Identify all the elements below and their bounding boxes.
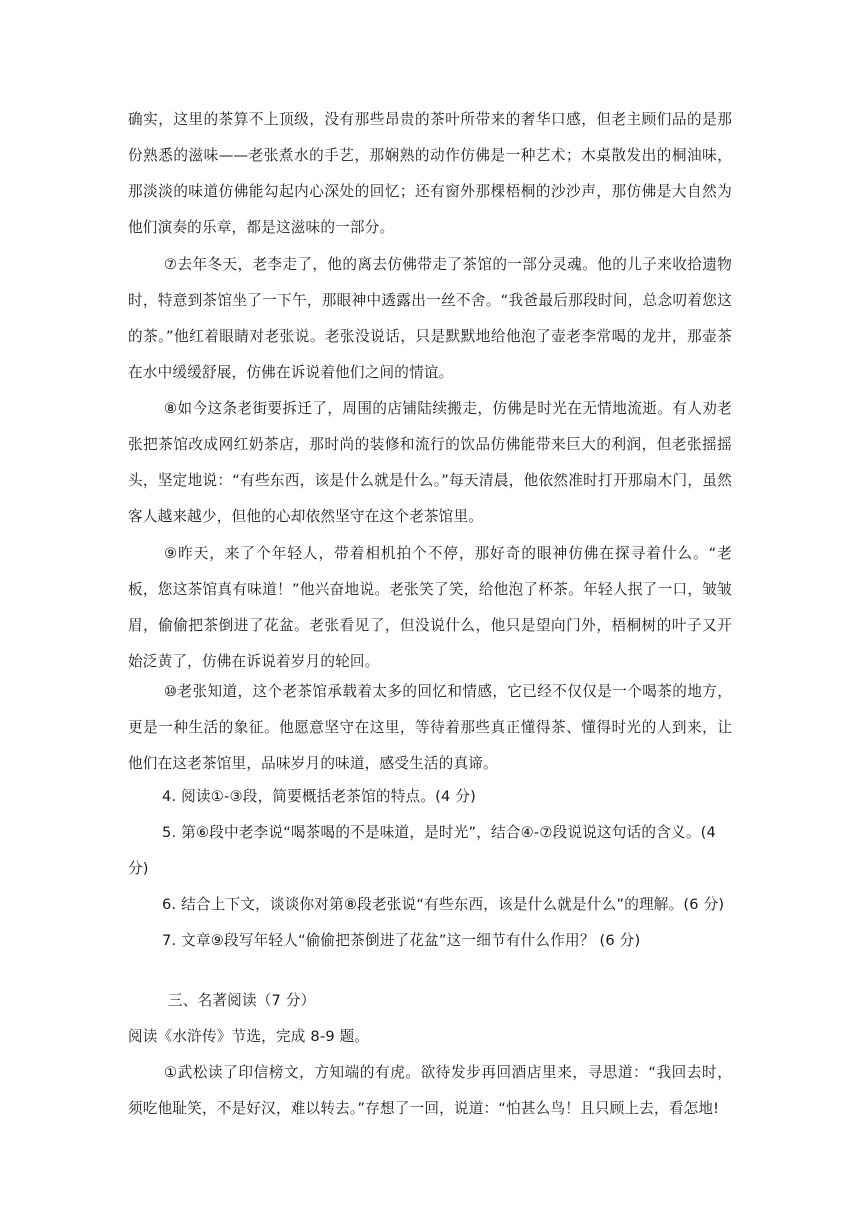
passage-paragraph-10-block — [128, 674, 732, 782]
questions-block — [128, 779, 732, 959]
passage-continuation-block — [128, 102, 732, 246]
passage-paragraph-9-block — [128, 536, 732, 680]
passage-paragraph-9: ⑨昨天，来了个年轻人，带着相机拍个不停，那好奇的眼神仿佛在探寻着什么。“老板，您这茶馆真有味道！”他兴奋地说。老张笑了笑，给他泡了杯茶。年轻人抿了一口，皱皱眉，偷偷把茶倒进了花盆。老张看见了，但没说什么，他只是望向门外，梧桐树的叶子又开始泛黄了，仿佛在诉说着岁月的轮回。 — [128, 545, 732, 670]
question-7: 7. 文章⑨段写年轻人“偷偷把茶倒进了花盆”这一细节有什么作用？ (6 分) — [162, 932, 641, 949]
passage-paragraph-7: ⑦去年冬天，老李走了，他的离去仿佛带走了茶馆的一部分灵魂。他的儿子来收拾遗物时，特意到茶馆坐了一下午，那眼神中透露出一丝不舍。“我爸最后那段时间，总念叨着您这的茶。”他红着眼睛对老张说。老张没说话，只是默默地给他泡了壶老李常喝的龙井，那壶茶在水中缓缓舒展，仿佛在诉说着他们之间的情谊。 — [128, 256, 732, 381]
passage-paragraph-8: ⑧如今这条老街要拆迁了，周围的店铺陆续搬走，仿佛是时光在无情地流逝。有人劝老张把茶馆改成网红奶茶店，那时尚的装修和流行的饮品仿佛能带来巨大的利润，但老张摇摇头，坚定地说：“有些东西，该是什么就是什么。”每天清晨，他依然准时打开那扇木门，虽然客人越来越少，但他的心却依然坚守在这个老茶馆里。 — [128, 400, 732, 525]
section-3-intro: 阅读《水浒传》节选，完成 8-9 题。 — [128, 1028, 370, 1045]
question-6: 6. 结合上下文，谈谈你对第⑧段老张说“有些东西，该是什么就是什么”的理解。(6 分) — [162, 896, 725, 913]
question-5: 5. 第⑥段中老李说“喝茶喝的不是味道，是时光”，结合④-⑦段说说这句话的含义。(4 分) — [128, 824, 716, 877]
passage-paragraph-continuation: 确实，这里的茶算不上顶级，没有那些昂贵的茶叶所带来的奢华口感，但老主顾们品的是那份熟悉的滋味——老张煮水的手艺，那娴熟的动作仿佛是一种艺术；木桌散发出的桐油味，那淡淡的味道仿佛能勾起内心深处的回忆；还有窗外那棵梧桐的沙沙声，那仿佛是大自然为他们演奏的乐章，都是这滋味的一部分。 — [128, 111, 732, 236]
passage-paragraph-8-block — [128, 391, 732, 535]
section-3-block — [128, 983, 732, 1127]
section-3-heading: 三、名著阅读（7 分） — [168, 992, 316, 1009]
section-3-paragraph-1: ①武松读了印信榜文，方知端的有虎。欲待发步再回酒店里来，寻思道：“我回去时，须吃他耻笑，不是好汉，难以转去。”存想了一回，说道：“怕甚么鸟！且只顾上去，看怎地! — [128, 1064, 732, 1117]
passage-paragraph-10: ⑩老张知道，这个老茶馆承载着太多的回忆和情感，它已经不仅仅是一个喝茶的地方，更是一种生活的象征。他愿意坚守在这里，等待着那些真正懂得茶、懂得时光的人到来，让他们在这老茶馆里，品味岁月的味道，感受生活的真谛。 — [128, 683, 732, 772]
question-4: 4. 阅读①-③段，简要概括老茶馆的特点。(4 分) — [162, 788, 477, 805]
passage-paragraph-7-block — [128, 247, 732, 391]
